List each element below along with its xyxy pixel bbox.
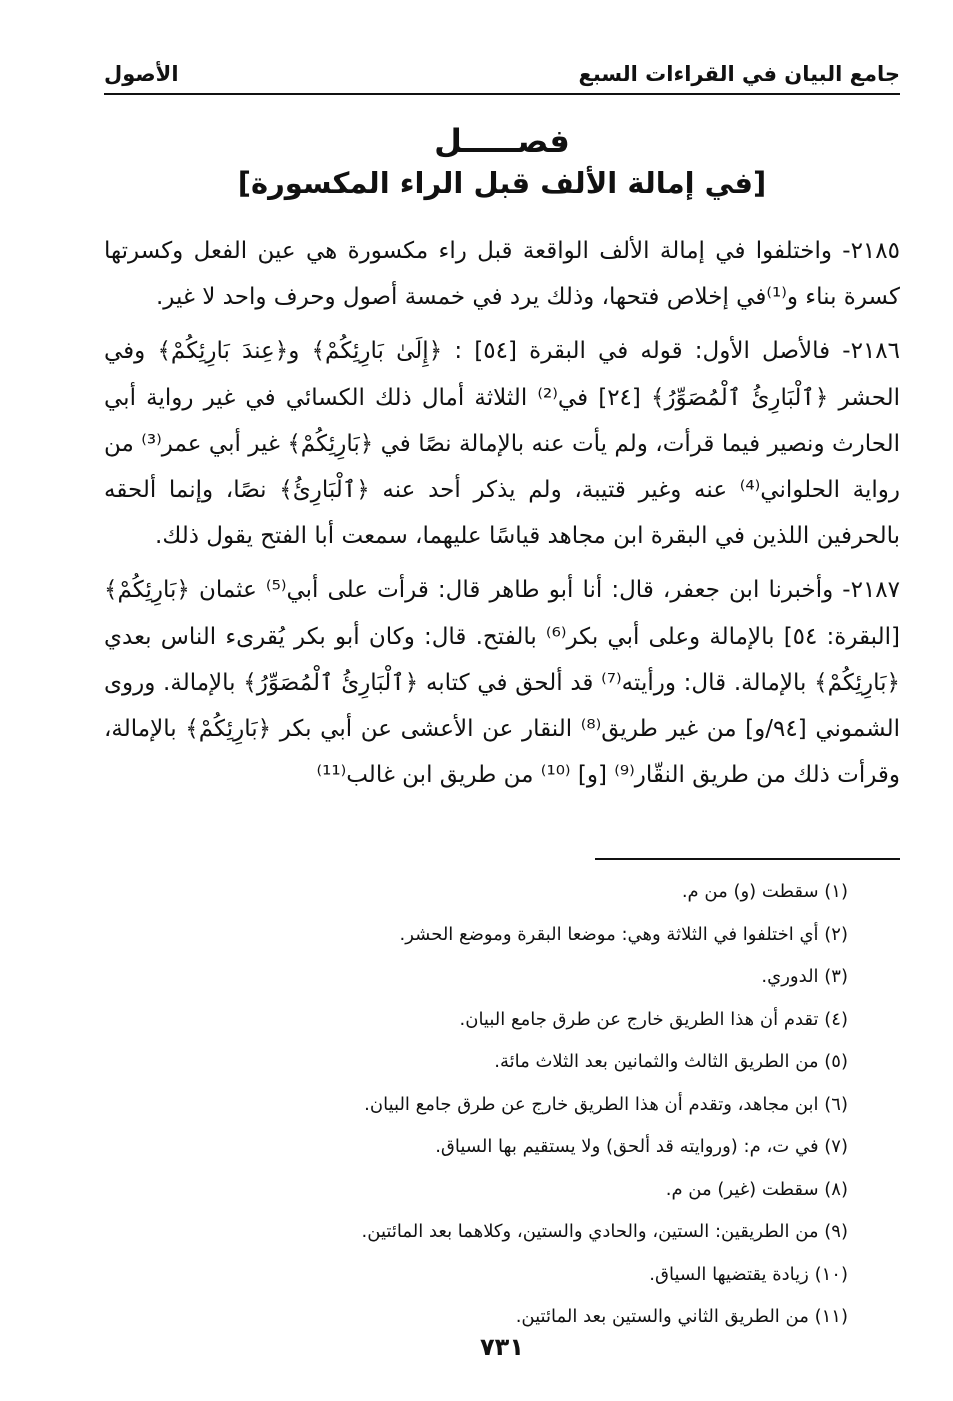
- footnote: (٦) ابن مجاهد، وتقدم أن هذا الطريق خارج عن طرق جامع البيان.: [364, 1093, 848, 1115]
- footnote: (٨) سقطت (غير) من م.: [665, 1178, 848, 1200]
- running-header: [104, 58, 900, 92]
- footnote: (١٠) زيادة يقتضيها السياق.: [649, 1263, 848, 1285]
- footnote: (٧) في ت، م: (وروايته قد ألحق) ولا يستقيم بها السياق.: [435, 1136, 848, 1157]
- chapter-title: فصـــــل: [434, 122, 570, 160]
- footnote: (٢) أي اختلفوا في الثلاثة وهي: موضعا البقرة وموضع الحشر.: [399, 923, 848, 945]
- footnotes: [104, 871, 848, 1339]
- footnote-separator: [595, 858, 900, 860]
- paragraph-2185: ٢١٨٥- واختلفوا في إمالة الألف الواقعة قبل راء مكسورة هي عين الفعل وكسرتها كسرة بناء و⁽¹⁾في إخلاص فتحها، وذلك يرد في خمسة أصول وحرف واحد لا غير.: [104, 238, 900, 311]
- footnote: (٣) الدوري.: [761, 966, 848, 987]
- footnote: (١١) من الطريق الثاني والستين بعد المائتين.: [515, 1306, 848, 1327]
- section-name: الأصول: [104, 62, 179, 86]
- book-title: جامع البيان في القراءات السبع: [578, 62, 900, 86]
- footnote: (٤) تقدم أن هذا الطريق خارج عن طرق جامع البيان.: [459, 1008, 848, 1030]
- main-text: [104, 228, 900, 810]
- header-rule: [104, 93, 900, 95]
- paragraph-2186: ٢١٨٦- فالأصل الأول: قوله في البقرة [٥٤] : ﴿إِلَىٰ بَارِئِكُمْ﴾ و﴿عِندَ بَارِئِكُمْ﴾ وفي الحشر ﴿ٱلْبَارِئُ ٱلْمُصَوِّرُ﴾ [٢٤] في⁽²⁾ الثلاثة أمال ذلك الكسائي في غير رواية أبي الحارث ونصير فيما قرأت، ولم يأت عنه بالإمالة نصًا في ﴿بَارِئِكُمْ﴾ غير أبي عمر⁽³⁾ من رواية الحلواني⁽⁴⁾ عنه وغير قتيبة، ولم يذكر أحد عنه ﴿ٱلْبَارِئُ﴾ نصًا، وإنما ألحقه بالحرفين اللذين في البقرة ابن مجاهد قياسًا عليهما، سمعت أبا الفتح يقول ذلك.: [104, 338, 901, 550]
- footnote: (٥) من الطريق الثالث والثمانين بعد الثلاث مائة.: [494, 1051, 848, 1072]
- chapter-subtitle: [في إمالة الألف قبل الراء المكسورة]: [237, 166, 767, 200]
- page-number: ٧٣١: [480, 1333, 524, 1361]
- footnote: (٩) من الطريقين: الستين، والحادي والستين، وكلاهما بعد المائتين.: [361, 1221, 848, 1242]
- paragraph-2187: ٢١٨٧- وأخبرنا ابن جعفر، قال: أنا أبو طاهر قال: قرأت على أبي⁽⁵⁾ عثمان ﴿بَارِئِكُمْ﴾ [البقرة: ٥٤] بالإمالة وعلى أبي بكر⁽⁶⁾ بالفتح. قال: وكان أبو بكر يُقرىء الناس بعدي ﴿بَارِئِكُمْ﴾ بالإمالة. قال: ورأيته⁽⁷⁾ قد ألحق في كتابه ﴿ٱلْبَارِئُ ٱلْمُصَوِّرُ﴾ بالإمالة. وروى الشموني [٩٤/و] من غير طريق⁽⁸⁾ النقار عن الأعشى عن أبي بكر ﴿بَارِئِكُمْ﴾ بالإمالة، وقرأت ذلك من طريق النقّار⁽⁹⁾ [و] ⁽¹⁰⁾ من طريق ابن غالب⁽¹¹⁾: [104, 577, 901, 789]
- footnote: (١) سقطت (و) من م.: [681, 881, 848, 902]
